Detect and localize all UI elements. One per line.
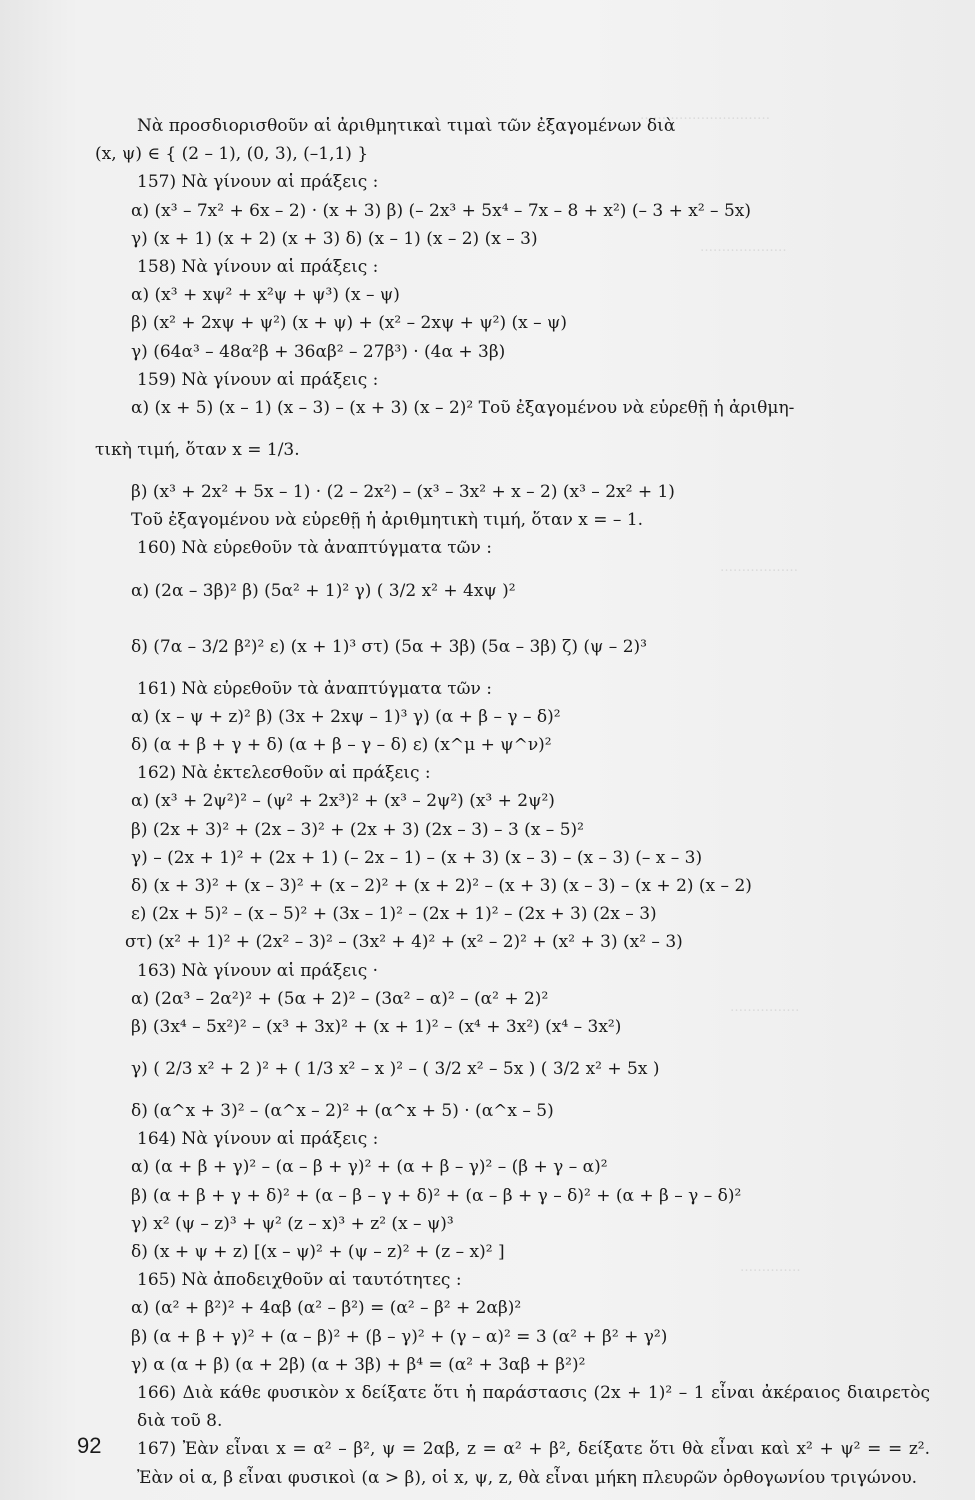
exercise-list	[95, 112, 930, 1492]
exercise-162-e: ε) (2x + 5)² – (x – 5)² + (3x – 1)² – (2x + 1)² – (2x + 3) (2x – 3)	[131, 904, 657, 925]
exercise-164-b: β) (α + β + γ + δ)² + (α – β – γ + δ)² + (α – β + γ – δ)² + (α + β – γ – δ)²	[131, 1185, 742, 1206]
exercise-160-a-c: α) (2α – 3β)² β) (5α² + 1)² γ) ( 3/2 x² + 4xψ )²	[131, 580, 516, 601]
exercise-160-heading: 160) Νὰ εὑρεθοῦν τὰ ἀναπτύγματα τῶν :	[137, 538, 492, 559]
exercise-165-a: α) (α² + β²)² + 4αβ (α² – β²) = (α² – β² + 2αβ)²	[131, 1298, 522, 1319]
exercise-162-heading: 162) Νὰ ἐκτελεσθοῦν αἱ πράξεις :	[137, 763, 431, 784]
exercise-159-b-cont: Τοῦ ἐξαγομένου νὰ εὑρεθῇ ἡ ἀριθμητικὴ τιμή, ὅταν x = – 1.	[131, 510, 644, 531]
exercise-162-b: β) (2x + 3)² + (2x – 3)² + (2x + 3) (2x – 3) – 3 (x – 5)²	[131, 819, 584, 840]
exercise-165-heading: 165) Νὰ ἀποδειχθοῦν αἱ ταυτότητες :	[137, 1270, 462, 1291]
exercise-159-a-cont: τικὴ τιμή, ὅταν x = 1/3.	[95, 439, 300, 460]
exercise-163-b: β) (3x⁴ – 5x²)² – (x³ + 3x)² + (x + 1)² – (x⁴ + 3x²) (x⁴ – 3x²)	[131, 1016, 622, 1037]
exercise-162-a: α) (x³ + 2ψ²)² – (ψ² + 2x³)² + (x³ – 2ψ²) (x³ + 2ψ²)	[131, 791, 555, 812]
exercise-160-d-z: δ) (7α – 3/2 β²)² ε) (x + 1)³ στ) (5α + 3β) (5α – 3β) ζ) (ψ – 2)³	[131, 636, 647, 657]
exercise-157-c-d: γ) (x + 1) (x + 2) (x + 3) δ) (x – 1) (x – 2) (x – 3)	[131, 228, 538, 249]
exercise-159-heading: 159) Νὰ γίνουν αἱ πράξεις :	[137, 369, 379, 390]
exercise-157-a-b: α) (x³ – 7x² + 6x – 2) · (x + 3) β) (– 2x³ + 5x⁴ – 7x – 8 + x²) (– 3 + x² – 5x)	[131, 200, 751, 221]
value-set-line: (x, ψ) ∈ { (2 – 1), (0, 3), (–1,1) }	[95, 144, 369, 165]
exercise-167: 167) Ἐὰν εἶναι x = α² – β², ψ = 2αβ, z = α² + β², δείξατε ὅτι θὰ εἶναι καὶ x² + ψ² = = z². Ἐὰν οἱ α, β εἶναι φυσικοὶ (α > β), οἱ x, ψ, z, θὰ εἶναι μήκη πλευρῶν ὀρθογωνίου τριγώνου.	[137, 1439, 930, 1488]
exercise-158-heading: 158) Νὰ γίνουν αἱ πράξεις :	[137, 256, 379, 277]
exercise-166: 166) Διὰ κάθε φυσικὸν x δείξατε ὅτι ἡ παράστασις (2x + 1)² – 1 εἶναι ἀκέραιος διαιρετὸς διὰ τοῦ 8.	[137, 1382, 930, 1432]
exercise-163-a: α) (2α³ – 2α²)² + (5α + 2)² – (3α² – α)² – (α² + 2)²	[131, 988, 549, 1009]
exercise-164-a: α) (α + β + γ)² – (α – β + γ)² + (α + β – γ)² – (β + γ – α)²	[131, 1157, 608, 1178]
exercise-159-b: β) (x³ + 2x² + 5x – 1) · (2 – 2x²) – (x³ – 3x² + x – 2) (x³ – 2x² + 1)	[131, 482, 675, 503]
page-number: 92	[77, 1433, 102, 1458]
intro-line: Νὰ προσδιορισθοῦν αἱ ἀριθμητικαὶ τιμαὶ τῶν ἐξαγομένων διὰ	[137, 116, 676, 136]
exercise-158-a: α) (x³ + xψ² + x²ψ + ψ³) (x – ψ)	[131, 285, 400, 306]
bleed-through: ‥‥‥‥‥‥‥‥‥‥	[700, 240, 787, 255]
exercise-164-heading: 164) Νὰ γίνουν αἱ πράξεις :	[137, 1129, 379, 1150]
exercise-161-d-e: δ) (α + β + γ + δ) (α + β – γ – δ) ε) (x^μ + ψ^ν)²	[131, 735, 552, 755]
exercise-163-heading: 163) Νὰ γίνουν αἱ πράξεις ·	[137, 960, 379, 981]
bleed-through: ‥‥‥‥‥‥‥‥‥‥‥‥‥‥‥	[640, 108, 771, 123]
exercise-164-d: δ) (x + ψ + z) [(x – ψ)² + (ψ – z)² + (z – x)² ]	[131, 1242, 505, 1262]
exercise-165-b: β) (α + β + γ)² + (α – β)² + (β – γ)² + (γ – α)² = 3 (α² + β² + γ²)	[131, 1326, 668, 1347]
exercise-159-a: α) (x + 5) (x – 1) (x – 3) – (x + 3) (x – 2)² Τοῦ ἐξαγομένου νὰ εὑρεθῇ ἡ ἀριθμη-	[131, 397, 795, 418]
bleed-through: ‥‥‥‥‥‥‥‥	[730, 1000, 800, 1015]
exercise-164-c: γ) x² (ψ – z)³ + ψ² (z – x)³ + z² (x – ψ)³	[131, 1213, 454, 1234]
bleed-through: ‥‥‥‥‥‥‥‥‥	[720, 560, 799, 575]
exercise-158-c: γ) (64α³ – 48α²β + 36αβ² – 27β³) · (4α + 3β)	[131, 341, 506, 362]
exercise-162-c: γ) – (2x + 1)² + (2x + 1) (– 2x – 1) – (x + 3) (x – 3) – (x – 3) (– x – 3)	[131, 847, 703, 868]
exercise-162-d: δ) (x + 3)² + (x – 3)² + (x – 2)² + (x + 2)² – (x + 3) (x – 3) – (x + 2) (x – 2)	[131, 875, 752, 896]
exercise-163-d: δ) (α^x + 3)² – (α^x – 2)² + (α^x + 5) · (α^x – 5)	[131, 1101, 554, 1122]
exercise-161-a-c: α) (x – ψ + z)² β) (3x + 2xψ – 1)³ γ) (α + β – γ – δ)²	[131, 706, 561, 727]
exercise-161-heading: 161) Νὰ εὑρεθοῦν τὰ ἀναπτύγματα τῶν :	[137, 678, 492, 699]
exercise-158-b: β) (x² + 2xψ + ψ²) (x + ψ) + (x² – 2xψ + ψ²) (x – ψ)	[131, 313, 568, 334]
exercise-163-c: γ) ( 2/3 x² + 2 )² + ( 1/3 x² – x )² – ( 3/2 x² – 5x ) ( 3/2 x² + 5x )	[131, 1058, 660, 1079]
exercise-157-heading: 157) Νὰ γίνουν αἱ πράξεις :	[137, 172, 379, 193]
exercise-162-st: στ) (x² + 1)² + (2x² – 3)² – (3x² + 4)² + (x² – 2)² + (x² + 3) (x² – 3)	[125, 932, 683, 953]
exercise-165-c: γ) α (α + β) (α + 2β) (α + 3β) + β⁴ = (α² + 3αβ + β²)²	[131, 1354, 586, 1375]
bleed-through: ‥‥‥‥‥‥‥	[740, 1260, 801, 1275]
